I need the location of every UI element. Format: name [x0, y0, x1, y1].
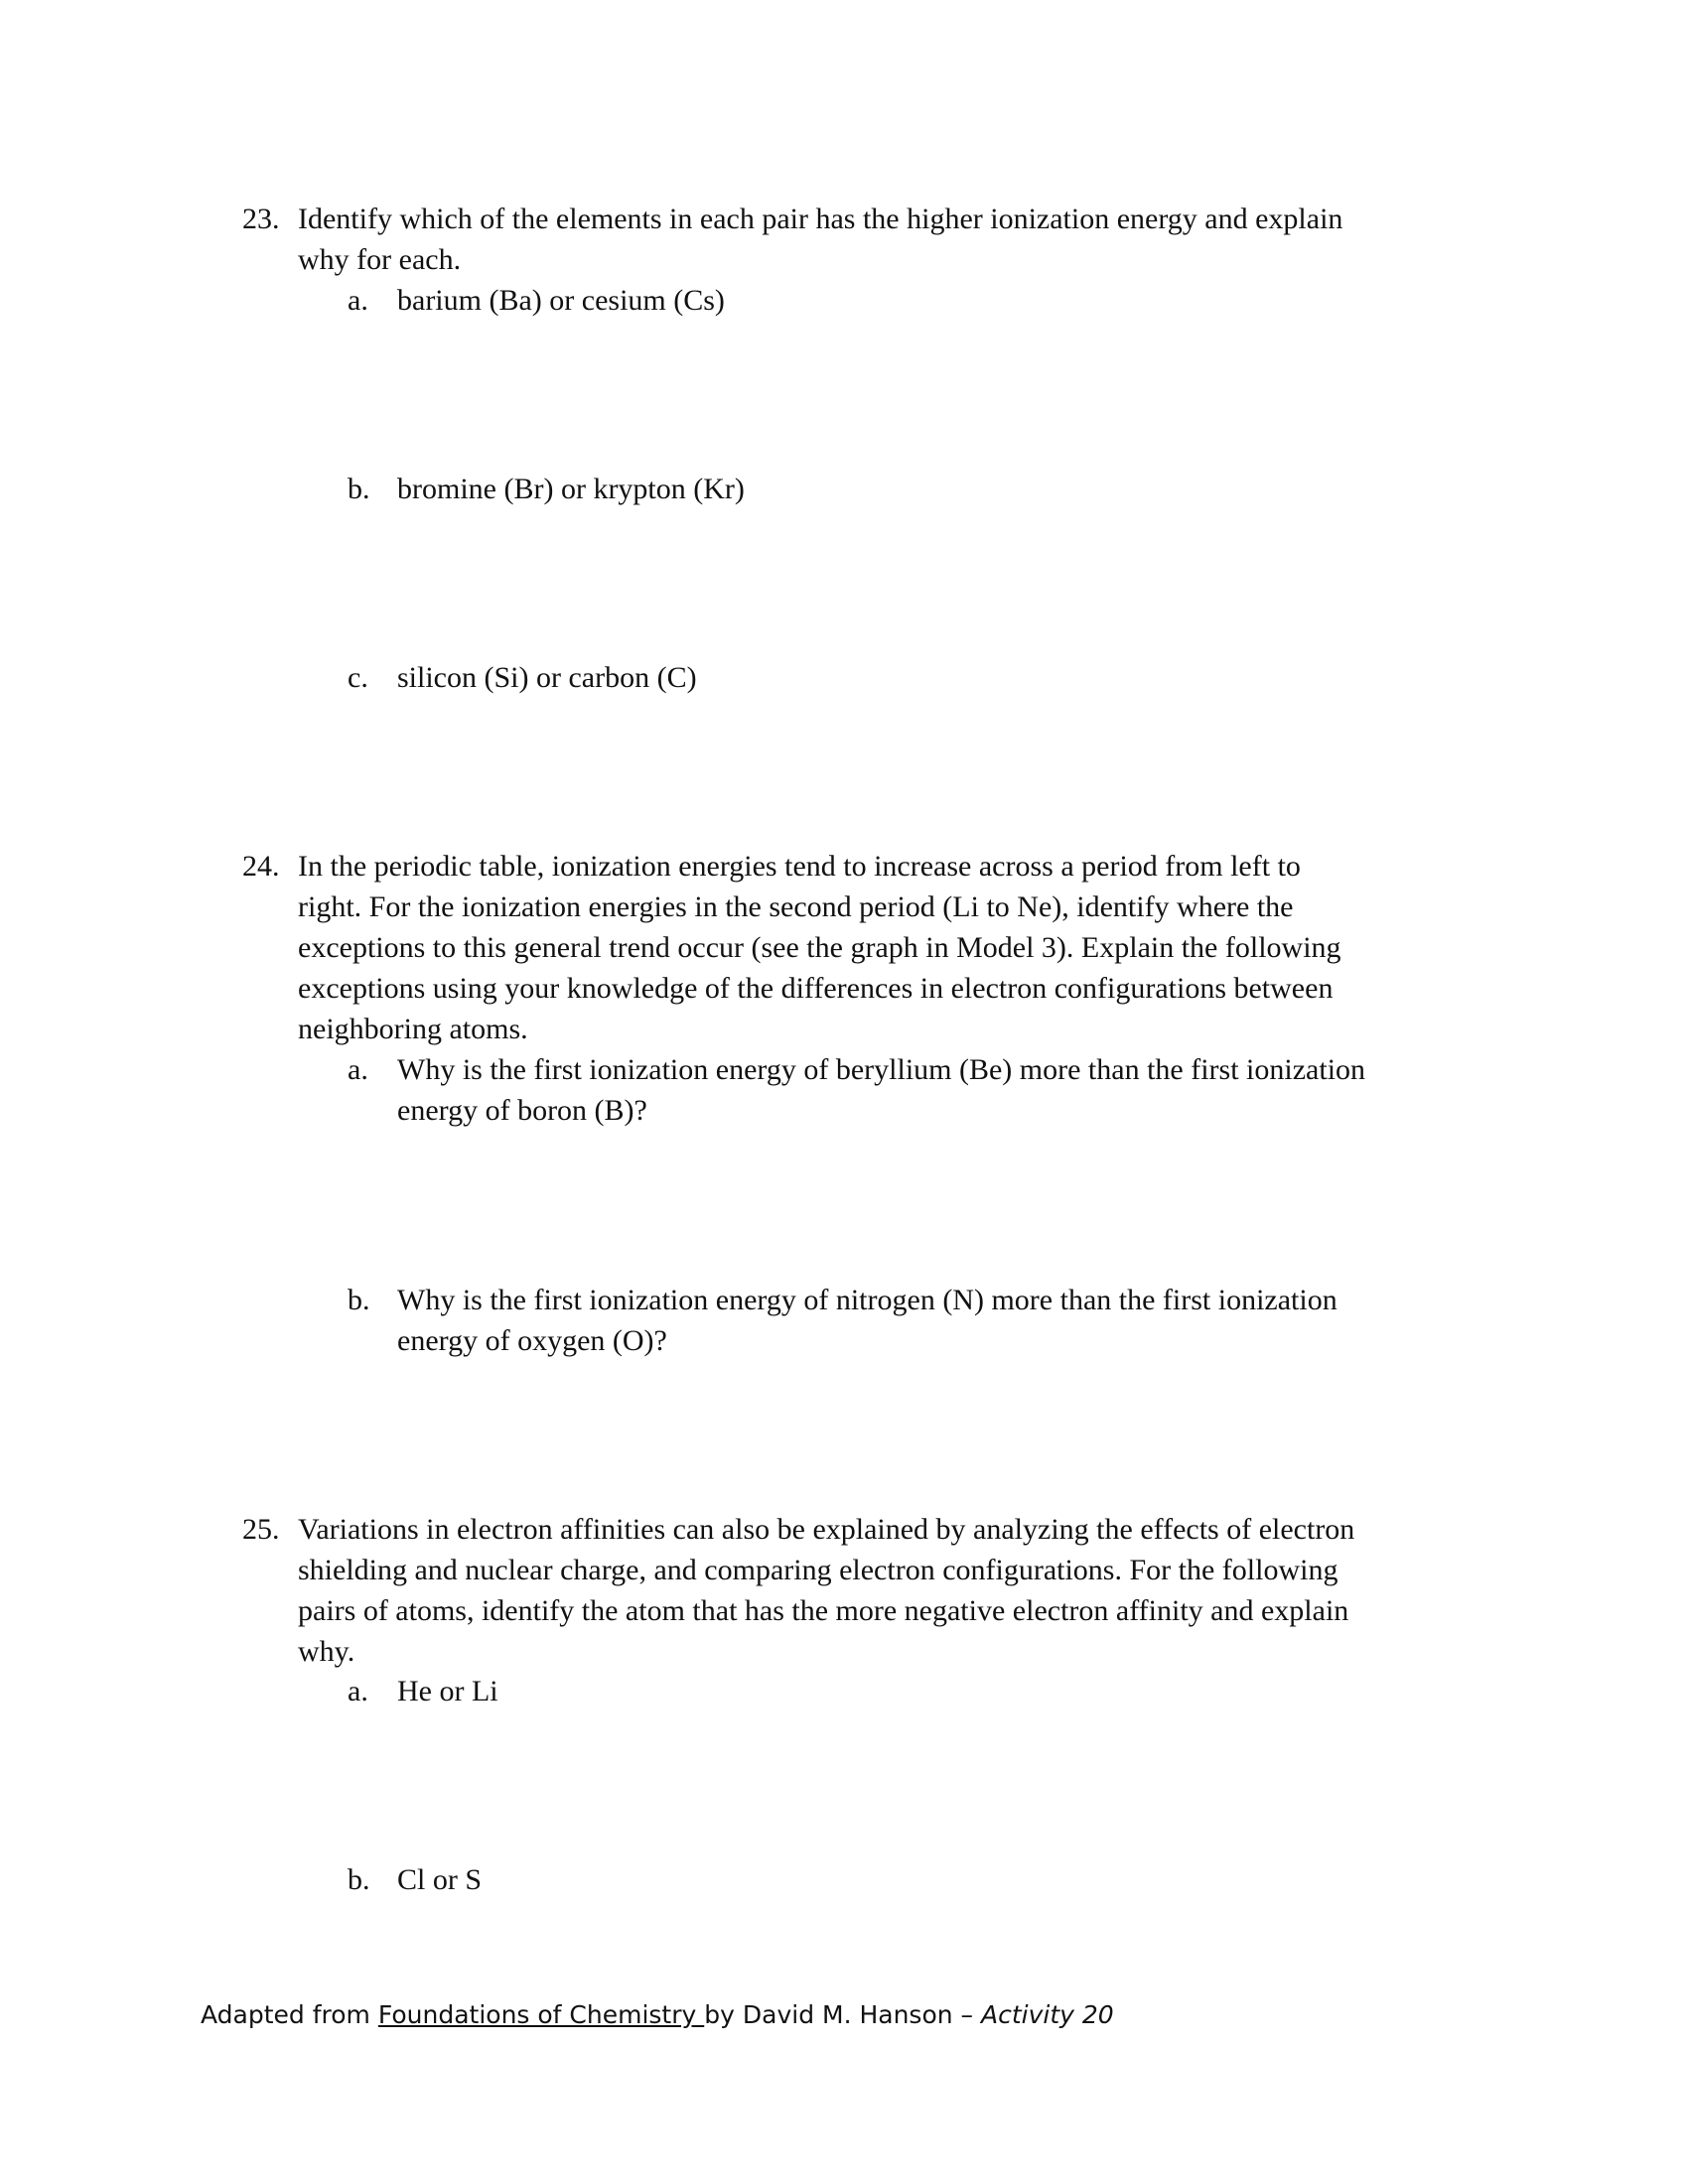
- question-25b-line-1: Cl or S: [397, 1863, 483, 1896]
- question-23a-line-1: barium (Ba) or cesium (Cs): [397, 284, 725, 317]
- question-25-line-4: why.: [298, 1635, 355, 1668]
- question-24b-text: [397, 1280, 1589, 1361]
- question-24a-letter: a.: [348, 1053, 368, 1086]
- question-25-text: [298, 1509, 1489, 1672]
- question-25-line-1: Variations in electron affinities can also be explained by analyzing the effects of electron: [298, 1513, 1355, 1546]
- footer-activity: Activity 20: [981, 2000, 1114, 2029]
- question-23b-letter: b.: [348, 473, 370, 505]
- question-24b-line-2: energy of oxygen (O)?: [397, 1324, 667, 1357]
- footer-book-title: Foundations of Chemistry: [377, 2000, 705, 2029]
- question-24-line-3: exceptions to this general trend occur (see the graph in Model 3). Explain the following: [298, 931, 1341, 964]
- question-23-line-1: Identify which of the elements in each pair has the higher ionization energy and explain: [298, 203, 1343, 235]
- question-23-line-2: why for each.: [298, 243, 462, 276]
- question-25a-text: [397, 1671, 1589, 1711]
- question-24a-text: [397, 1049, 1589, 1131]
- footer-author: by David M. Hanson –: [704, 2000, 981, 2029]
- question-24a-line-1: Why is the first ionization energy of beryllium (Be) more than the first ionization: [397, 1053, 1366, 1086]
- question-24-line-1: In the periodic table, ionization energies tend to increase across a period from left to: [298, 850, 1301, 883]
- question-25b-text: [397, 1859, 1589, 1900]
- page-footer: [201, 1998, 1114, 2032]
- question-24a-line-2: energy of boron (B)?: [397, 1094, 647, 1127]
- question-23c-text: [397, 657, 1589, 698]
- question-24b-letter: b.: [348, 1284, 370, 1316]
- question-23c-letter: c.: [348, 661, 368, 694]
- question-25-number: 25.: [242, 1513, 280, 1546]
- question-25b-letter: b.: [348, 1863, 370, 1896]
- question-24b-line-1: Why is the first ionization energy of nitrogen (N) more than the first ionization: [397, 1284, 1337, 1316]
- footer-prefix: Adapted from: [201, 2000, 378, 2029]
- question-23a-text: [397, 280, 1589, 321]
- question-23b-text: [397, 469, 1589, 509]
- question-23-number: 23.: [242, 203, 280, 235]
- question-25a-line-1: He or Li: [397, 1675, 498, 1707]
- question-24-line-4: exceptions using your knowledge of the differences in electron configurations between: [298, 972, 1334, 1005]
- question-23b-line-1: bromine (Br) or krypton (Kr): [397, 473, 745, 505]
- question-25-line-3: pairs of atoms, identify the atom that has the more negative electron affinity and explain: [298, 1594, 1349, 1627]
- question-24-line-2: right. For the ionization energies in the second period (Li to Ne), identify where the: [298, 890, 1294, 923]
- question-24-line-5: neighboring atoms.: [298, 1013, 528, 1045]
- question-24-number: 24.: [242, 850, 280, 883]
- question-23c-line-1: silicon (Si) or carbon (C): [397, 661, 697, 694]
- question-25a-letter: a.: [348, 1675, 368, 1707]
- question-23-text: [298, 199, 1489, 280]
- question-24-text: [298, 846, 1489, 1049]
- question-23a-letter: a.: [348, 284, 368, 317]
- question-25-line-2: shielding and nuclear charge, and comparing electron configurations. For the following: [298, 1554, 1338, 1586]
